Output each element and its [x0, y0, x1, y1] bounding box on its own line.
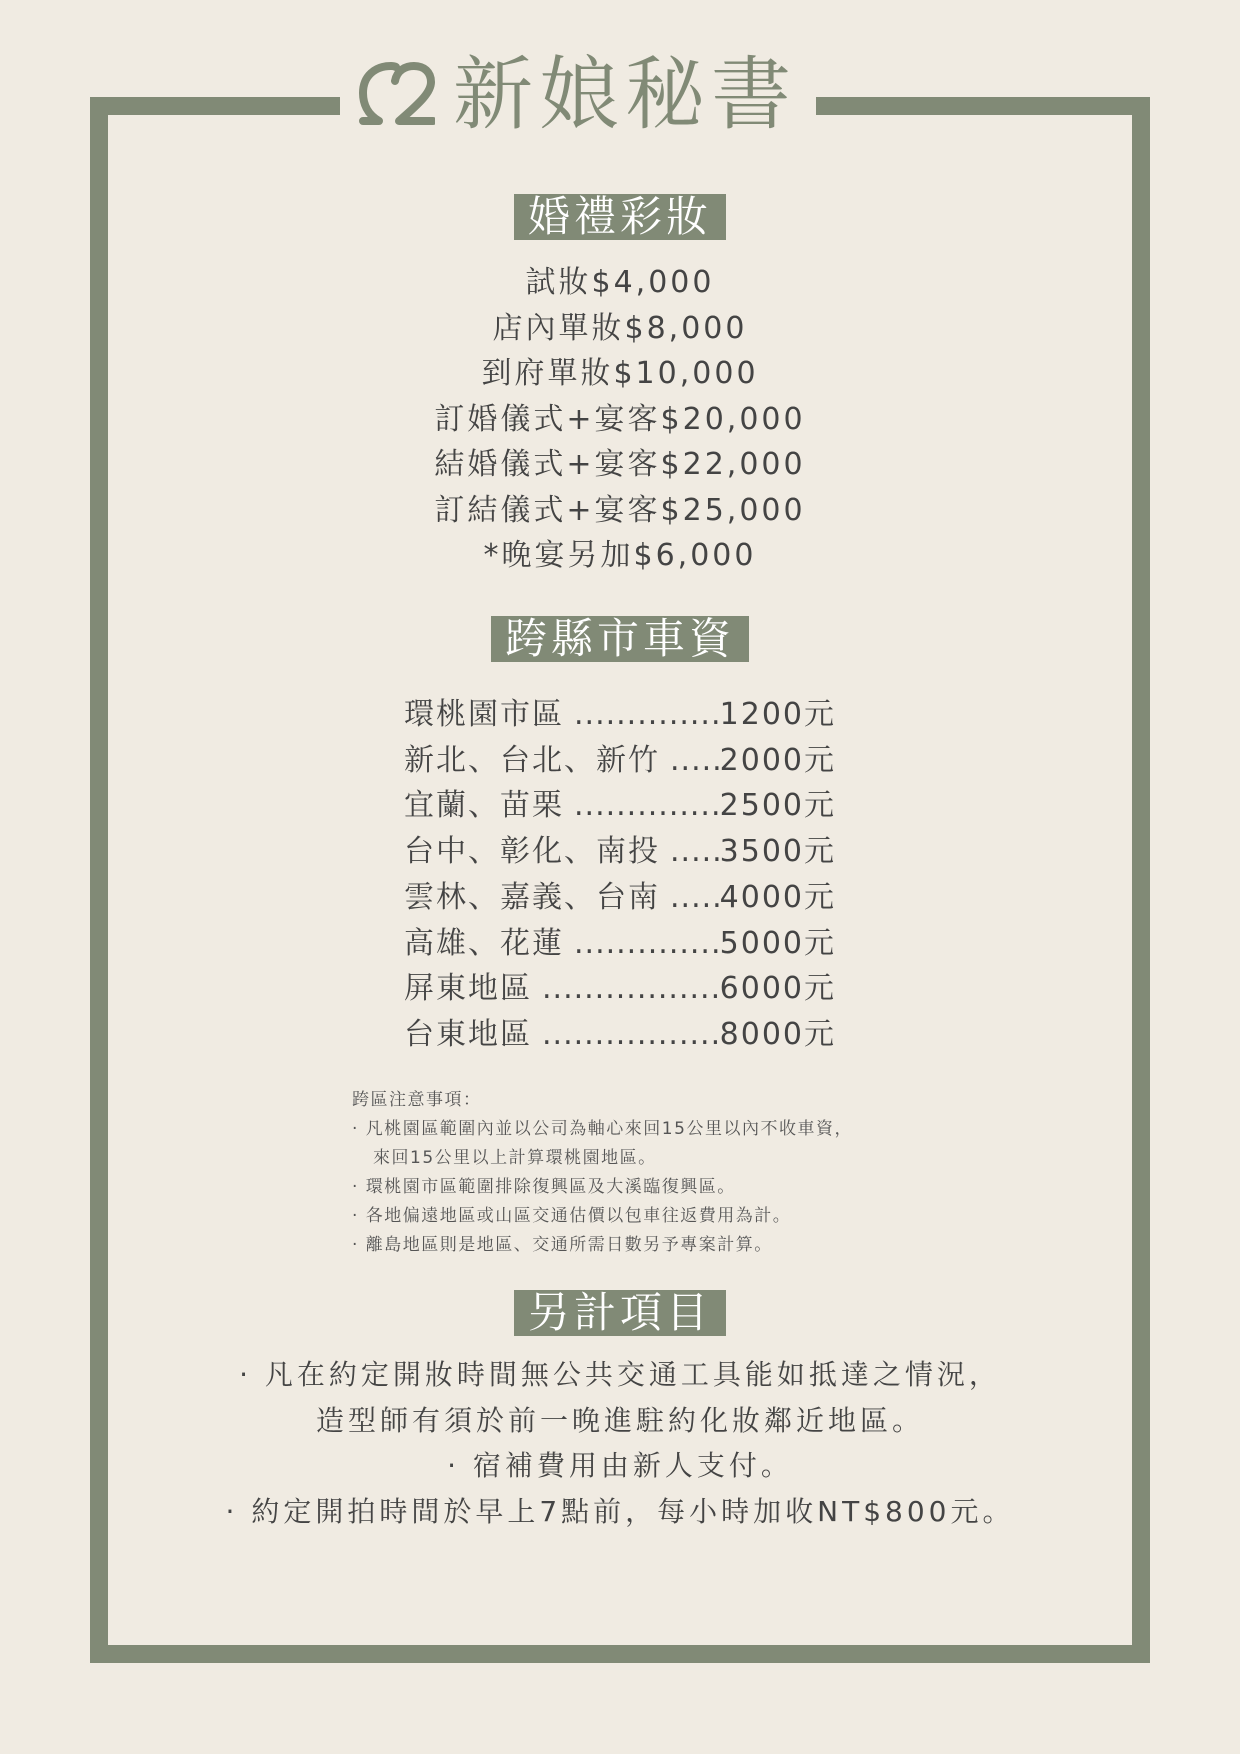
- travel-region: 新北、台北、新竹: [404, 742, 660, 778]
- omega-2-logo: [359, 57, 435, 133]
- travel-amount: 8000元: [719, 1016, 836, 1052]
- extra-line: · 凡在約定開妝時間無公共交通工具能如抵達之情況，: [239, 1358, 1001, 1391]
- price-item: 到府單妝$10,000: [481, 356, 759, 391]
- travel-fee-list: [0, 692, 1240, 1058]
- travel-amount: 2500元: [719, 788, 836, 824]
- travel-row: [0, 921, 1240, 967]
- makeup-price-list: [0, 260, 1240, 579]
- extra-title: 另計項目: [514, 1290, 726, 1336]
- dot-leader: [564, 921, 720, 967]
- travel-region: 雲林、嘉義、台南: [404, 879, 660, 915]
- travel-region: 宜蘭、苗栗: [404, 788, 564, 824]
- notes-list: [352, 1115, 952, 1260]
- travel-region: 環桃園市區: [404, 697, 564, 732]
- price-item: 試妝$4,000: [525, 265, 715, 300]
- travel-amount: 1200元: [719, 697, 836, 732]
- travel-region: 高雄、花蓮: [404, 925, 564, 961]
- dot-leader: [660, 829, 720, 875]
- note-line: · 環桃園市區範圍排除復興區及大溪臨復興區。: [352, 1177, 736, 1197]
- travel-section-heading: [0, 616, 1240, 662]
- travel-amount: 6000元: [719, 971, 836, 1007]
- note-line: · 凡桃園區範圍內並以公司為軸心來回15公里以內不收車資，: [352, 1119, 853, 1139]
- note-line: 來回15公里以上計算環桃園地區。: [373, 1148, 657, 1168]
- price-item: *晚宴另加$6,000: [483, 538, 757, 573]
- makeup-section-heading: [0, 194, 1240, 240]
- travel-row: [0, 692, 1240, 738]
- price-item: 訂婚儀式+宴客$20,000: [434, 401, 806, 437]
- travel-notes: [352, 1086, 952, 1260]
- dot-leader: [532, 966, 720, 1012]
- price-item: 店內單妝$8,000: [492, 310, 748, 346]
- price-item: 訂結儀式+宴客$25,000: [434, 492, 806, 528]
- travel-row: [0, 783, 1240, 829]
- extra-line: 造型師有須於前一晚進駐約化妝鄰近地區。: [315, 1403, 924, 1437]
- travel-row: [0, 829, 1240, 875]
- dot-leader: [532, 1012, 720, 1058]
- travel-amount: 3500元: [719, 834, 836, 870]
- price-item: 結婚儀式+宴客$22,000: [434, 447, 806, 482]
- brand-title: 新娘秘書: [453, 48, 797, 141]
- makeup-title: 婚禮彩妝: [514, 194, 726, 240]
- extra-section-heading: [0, 1290, 1240, 1336]
- travel-amount: 5000元: [719, 925, 836, 961]
- travel-row: [0, 875, 1240, 921]
- travel-region: 台中、彰化、南投: [404, 834, 660, 870]
- travel-row: [0, 738, 1240, 784]
- travel-amount: 2000元: [719, 742, 836, 778]
- dot-leader: [660, 875, 720, 921]
- brand-header: [340, 40, 816, 150]
- travel-title: 跨縣市車資: [491, 616, 749, 662]
- extra-line: · 宿補費用由新人支付。: [447, 1449, 793, 1482]
- dot-leader: [564, 783, 720, 829]
- travel-row: [0, 1012, 1240, 1058]
- extra-items-list: [0, 1352, 1240, 1534]
- note-line: · 離島地區則是地區、交通所需日數另予專案計算。: [352, 1235, 773, 1255]
- travel-row: [0, 966, 1240, 1012]
- travel-region: 台東地區: [404, 1016, 532, 1052]
- notes-title: 跨區注意事項：: [352, 1090, 482, 1110]
- travel-amount: 4000元: [719, 879, 836, 915]
- dot-leader: [660, 738, 720, 784]
- travel-region: 屏東地區: [404, 971, 532, 1007]
- dot-leader: [564, 692, 720, 738]
- note-line: · 各地偏遠地區或山區交通估價以包車往返費用為計。: [352, 1206, 792, 1226]
- extra-line: · 約定開拍時間於早上7點前，每小時加收NT$800元。: [225, 1494, 1015, 1528]
